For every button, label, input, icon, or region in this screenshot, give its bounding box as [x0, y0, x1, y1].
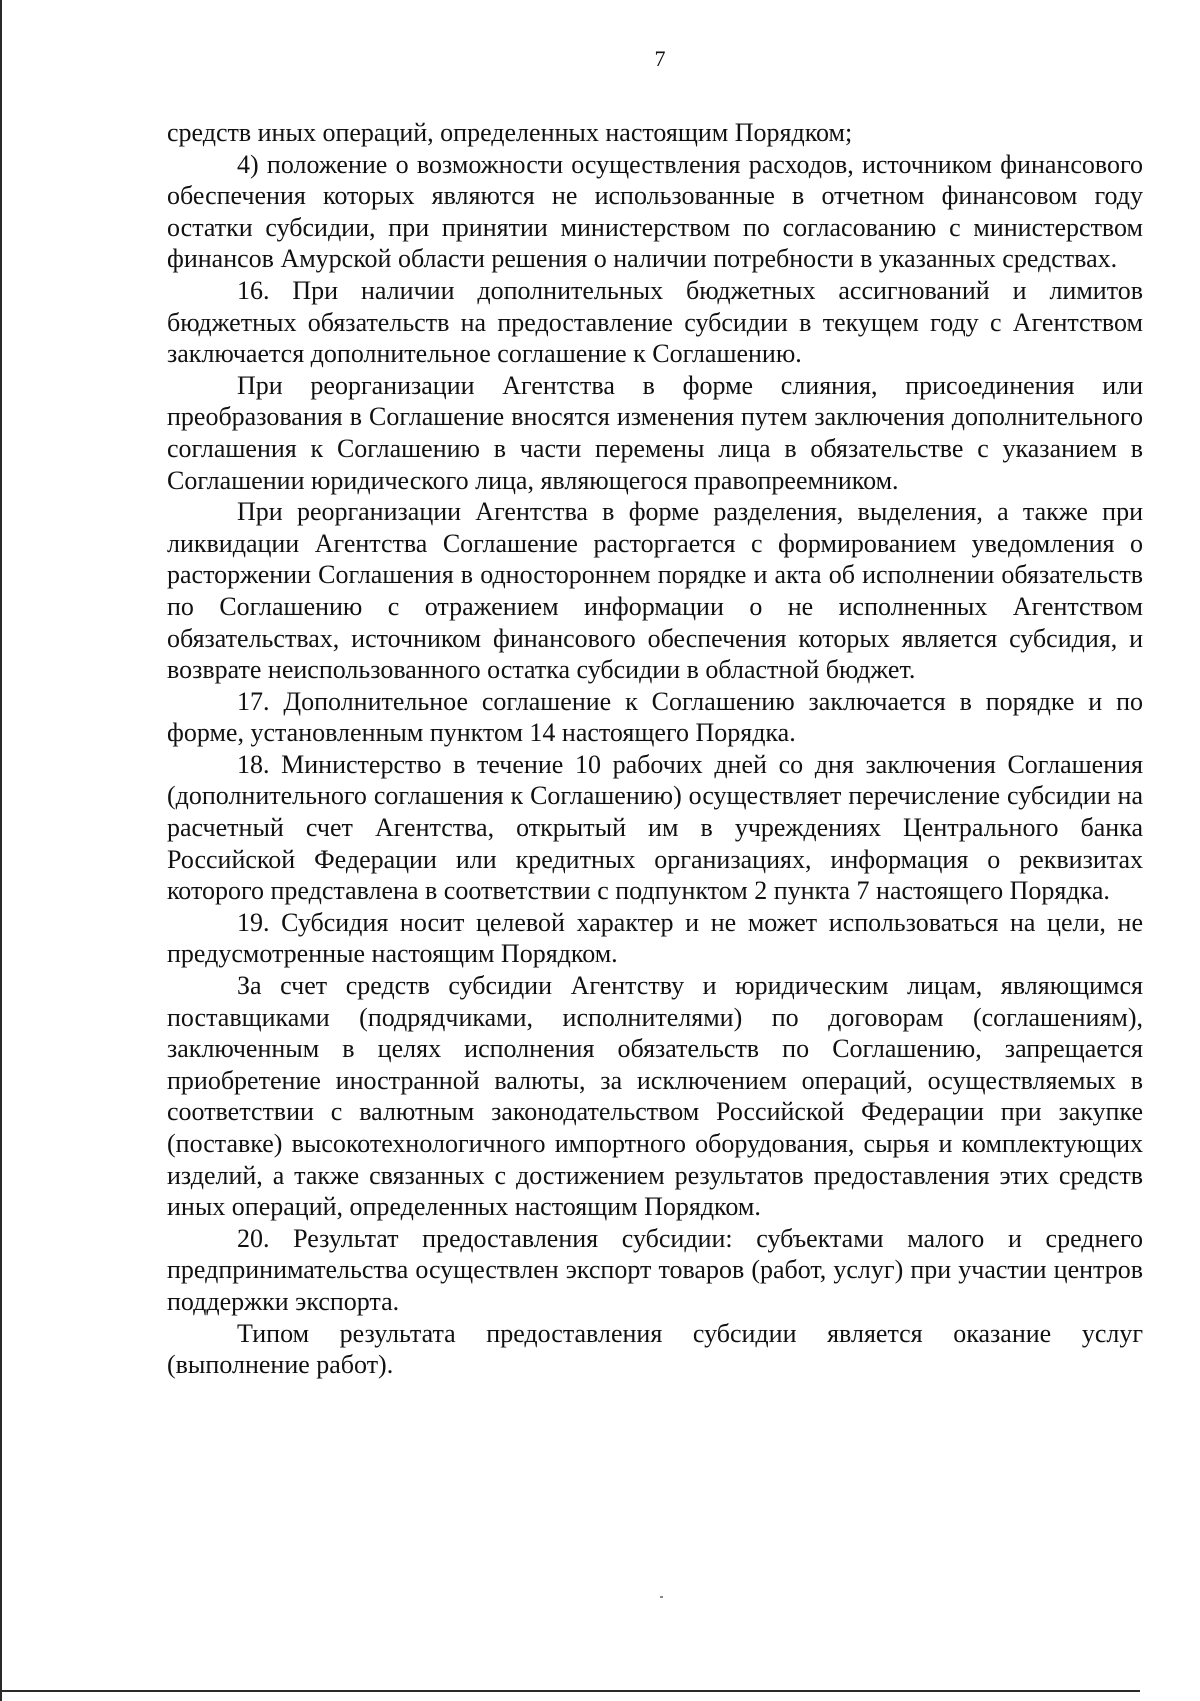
paragraph-clause-19: 19. Субсидия носит целевой характер и не может использоваться на цели, не предусмотренные настоящим Порядком. [167, 907, 1143, 969]
paragraph-reorganization-division: При реорганизации Агентства в форме разделения, выделения, а также при ликвидации Агентства Соглашение расторгается с формированием уведомления о расторжении Соглашения в одностороннем порядке и акта об исполнении обязательств по Соглашению с отражением информации о не исполненных Агентством обязательствах, источником финансового обеспечения которых является субсидия, и возврате неиспользованного остатка субсидии в областной бюджет. [167, 497, 1143, 685]
paragraph-clause-18: 18. Министерство в течение 10 рабочих дней со дня заключения Соглашения (дополнительного соглашения к Соглашению) осуществляет перечисление субсидии на расчетный счет Агентства, открытый им в учреждениях Центрального банка Российской Федерации или кредитных организациях, информация о реквизитах которого представлена в соответствии с подпунктом 2 пункта 7 настоящего Порядка. [167, 749, 1143, 906]
paragraph-result-type: Типом результата предоставления субсидии является оказание услуг (выполнение работ). [167, 1318, 1143, 1380]
paragraph-clause-17: 17. Дополнительное соглашение к Соглашению заключается в порядке и по форме, установленным пунктом 14 настоящего Порядка. [167, 686, 1143, 748]
page-number: 7 [654, 46, 666, 71]
paragraph-currency-restriction: За счет средств субсидии Агентству и юридическим лицам, являющимся поставщиками (подрядчиками, исполнителями) по договорам (соглашениям), заключенным в целях исполнения обязательств по Соглашению, запрещается приобретение иностранной валюты, за исключением операций, осуществляемых в соответствии с валютным законодательством Российской Федерации при закупке (поставке) высокотехнологичного импортного оборудования, сырья и комплектующих изделий, а также связанных с достижением результатов предоставления этих средств иных операций, определенных настоящим Порядком. [167, 971, 1143, 1222]
scan-speck [660, 1596, 663, 1598]
paragraph-continuation: средств иных операций, определенных настоящим Порядком; [167, 118, 853, 147]
paragraph-reorganization-merger: При реорганизации Агентства в форме слияния, присоединения или преобразования в Соглашение вносятся изменения путем заключения дополнительного соглашения к Соглашению в части перемены лица в обязательстве с указанием в Соглашении юридического лица, являющегося правопреемником. [167, 370, 1143, 495]
scan-left-edge [0, 0, 2, 1701]
paragraph-clause-20: 20. Результат предоставления субсидии: субъектами малого и среднего предпринимательства осуществлен экспорт товаров (работ, услуг) при участии центров поддержки экспорта. [167, 1223, 1143, 1316]
document-body [167, 117, 1143, 1381]
scan-bottom-edge [0, 1690, 1140, 1692]
paragraph-item-4: 4) положение о возможности осуществления расходов, источником финансового обеспечения которых являются не использованные в отчетном финансовом году остатки субсидии, при принятии министерством по согласованию с министерством финансов Амурской области решения о наличии потребности в указанных средствах. [167, 149, 1143, 274]
paragraph-clause-16: 16. При наличии дополнительных бюджетных ассигнований и лимитов бюджетных обязательств на предоставление субсидии в текущем году с Агентством заключается дополнительное соглашение к Соглашению. [167, 275, 1143, 369]
